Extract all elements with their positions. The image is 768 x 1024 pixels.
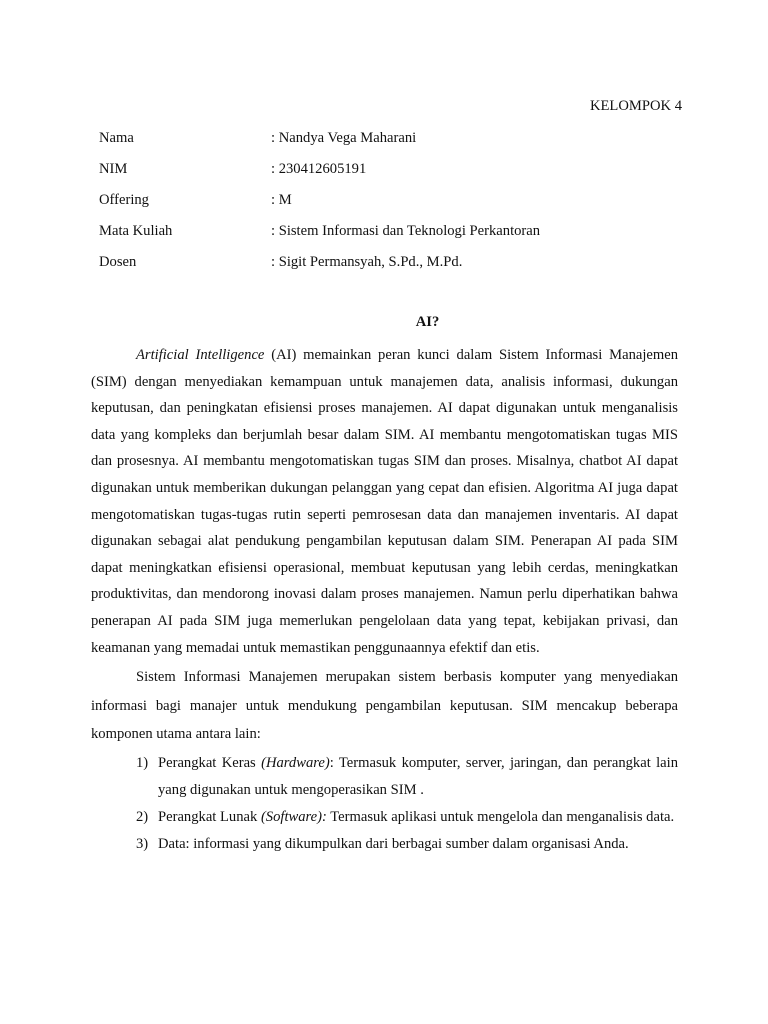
list-item xyxy=(91,750,678,804)
identity-row-offering xyxy=(99,190,679,221)
identity-row-lecturer xyxy=(99,252,679,283)
paragraph-ai xyxy=(91,342,678,661)
list-text: Perangkat Keras xyxy=(158,754,262,771)
list-number: 1) xyxy=(136,754,149,771)
paragraph-italic-lead: Artificial Intelligence xyxy=(136,347,265,363)
list-text: Data: informasi yang dikumpulkan dari berbagai sumber dalam organisasi Anda. xyxy=(158,835,629,852)
paragraph-sim: Sistem Informasi Manajemen merupakan sistem berbasis komputer yang menyediakan informasi bagi manajer untuk mendukung pengambilan keputusan. SIM mencakup beberapa komponen utama antara lain: xyxy=(91,669,678,743)
list-rest: : Termasuk komputer, server, jaringan, dan perangkat lain yang digunakan untuk mengoperasikan SIM . xyxy=(158,754,678,798)
document-body xyxy=(91,342,678,858)
list-number: 2) xyxy=(136,808,149,825)
identity-value: : Sigit Permansyah, S.Pd., M.Pd. xyxy=(271,254,463,270)
identity-key: Offering xyxy=(99,192,149,208)
list-italic: (Hardware) xyxy=(261,754,330,771)
identity-value: : M xyxy=(271,192,292,208)
identity-row-nim xyxy=(99,159,679,190)
list-item xyxy=(91,804,678,831)
list-number: 3) xyxy=(136,835,149,852)
identity-key: NIM xyxy=(99,161,128,177)
identity-value: : Nandya Vega Maharani xyxy=(271,130,417,146)
identity-key: Nama xyxy=(99,130,134,146)
list-item xyxy=(91,831,678,858)
section-title: AI? xyxy=(415,314,440,330)
identity-row-name xyxy=(99,128,679,159)
identity-value: : Sistem Informasi dan Teknologi Perkantoran xyxy=(271,223,541,239)
component-list xyxy=(91,750,678,858)
identity-value: : 230412605191 xyxy=(271,161,367,177)
identity-row-course xyxy=(99,221,679,252)
list-text: Perangkat Lunak xyxy=(158,808,261,825)
identity-table xyxy=(99,128,679,283)
identity-key: Dosen xyxy=(99,254,137,270)
identity-key: Mata Kuliah xyxy=(99,223,173,239)
group-label: KELOMPOK 4 xyxy=(589,98,682,114)
list-rest: Termasuk aplikasi untuk mengelola dan menganalisis data. xyxy=(326,808,675,825)
paragraph-text: (AI) memainkan peran kunci dalam Sistem Informasi Manajemen (SIM) dengan menyediakan kemampuan untuk manajemen data, analisis informasi, dukungan keputusan, dan peningkatan efisiensi proses manajemen. AI dapat digunakan untuk menganalisis data yang kompleks dan berjumlah besar dalam SIM. AI membantu mengotomatiskan tugas MIS dan prosesnya. AI membantu mengotomatiskan tugas SIM dan proses. Misalnya, chatbot AI dapat digunakan untuk memberikan dukungan pelanggan yang cepat dan efisien. Algoritma AI juga dapat mengotomatiskan tugas-tugas rutin seperti pemrosesan data dan manajemen inventaris. AI dapat digunakan sebagai alat pendukung pengambilan keputusan dalam SIM. Penerapan AI pada SIM dapat meningkatkan efisiensi operasional, membuat keputusan yang lebih cerdas, meningkatkan produktivitas, dan mendorong inovasi dalam proses manajemen. Namun perlu diperhatikan bahwa penerapan AI pada SIM juga memerlukan pengelolaan data yang tepat, kebijakan privasi, dan keamanan yang memadai untuk memastikan penggunaannya efektif dan etis. xyxy=(91,347,678,656)
list-italic: (Software): xyxy=(260,808,327,825)
